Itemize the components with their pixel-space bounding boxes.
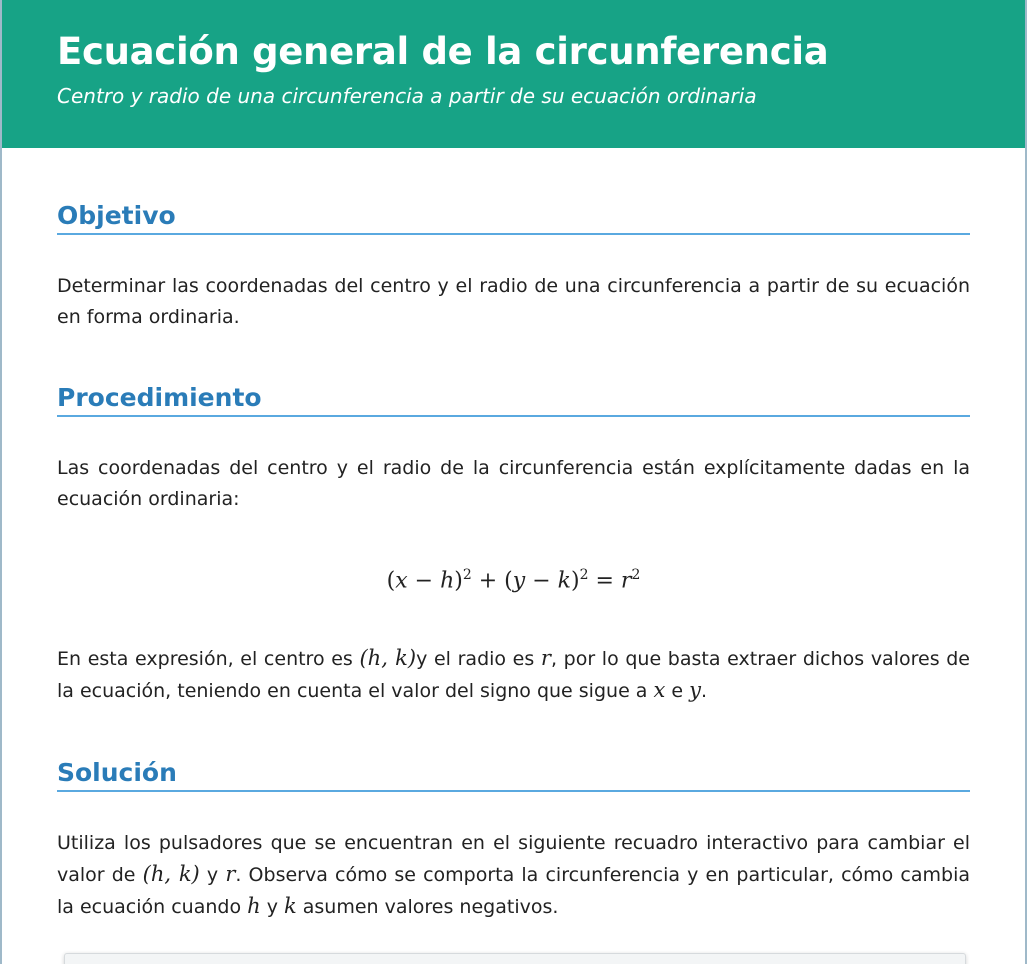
interactive-scene-frame[interactable]: [64, 953, 966, 964]
center-expression: (h, k): [359, 646, 417, 671]
solucion-text-b: y: [199, 864, 226, 887]
solucion-text-c: . Observa cómo se comporta la circunferencia y en particular, cómo cambia la ecuación cuando: [57, 864, 970, 919]
procedimiento-text-2a: En esta expresión, el centro es: [57, 648, 360, 671]
section-title-procedimiento: Procedimiento: [57, 383, 970, 417]
y-variable: y: [689, 678, 701, 703]
center-expression-2: (h, k): [142, 862, 200, 887]
k-variable: k: [283, 894, 297, 919]
main-content: [2, 201, 1025, 923]
page-subtitle: Centro y radio de una circunferencia a partir de su ecuación ordinaria: [57, 84, 757, 108]
radius-variable-2: r: [225, 862, 236, 887]
x-variable: x: [653, 678, 666, 703]
procedimiento-text-2b: y el radio es: [416, 648, 541, 671]
procedimiento-text-1: Las coordenadas del centro y el radio de la circunferencia están explícitamente dadas en la ecuación ordinaria:: [57, 457, 970, 510]
section-title-solucion: Solución: [57, 758, 970, 792]
solucion-text: [57, 828, 970, 923]
procedimiento-text-2d: e: [665, 680, 690, 703]
solucion-text-a: Utiliza los pulsadores que se encuentran en el siguiente recuadro interactivo para cambiar el valor de: [57, 832, 970, 887]
solucion-text-e: asumen valores negativos.: [296, 896, 559, 919]
page-title: Ecuación general de la circunferencia: [57, 30, 829, 73]
radius-variable: r: [540, 646, 551, 671]
procedimiento-text-2e: .: [700, 680, 708, 703]
ordinary-equation: $(x - h)^2 + (y - k)^2 = r^2$: [386, 567, 641, 594]
procedimiento-text-2: [57, 643, 970, 707]
procedimiento-text-2c: , por lo que basta extraer dichos valores de la ecuación, teniendo en cuenta el valor del signo que sigue a: [57, 648, 970, 703]
objetivo-text: Determinar las coordenadas del centro y el radio de una circunferencia a partir de su ecuación en forma ordinaria.: [57, 275, 970, 328]
section-title-objetivo: Objetivo: [57, 201, 970, 235]
h-variable: h: [247, 894, 261, 919]
solucion-text-d: y: [260, 896, 284, 919]
page-header: [2, 0, 1025, 148]
